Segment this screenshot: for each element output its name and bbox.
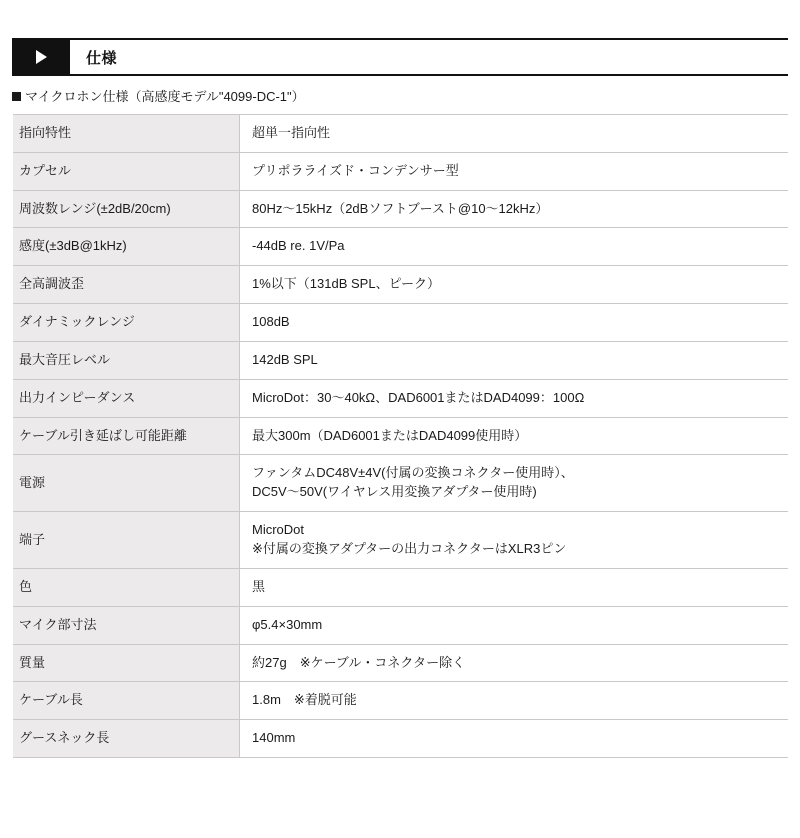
- spec-label: 指向特性: [13, 114, 240, 152]
- table-row: [13, 455, 789, 512]
- spec-label: 感度(±3dB@1kHz): [13, 228, 240, 266]
- table-row: [13, 720, 789, 758]
- spec-value-line: MicroDot: [252, 522, 305, 538]
- table-row: [13, 341, 789, 379]
- table-row: [13, 304, 789, 342]
- table-row: [13, 379, 789, 417]
- spec-value: [240, 417, 789, 455]
- black-square-bullet-icon: [12, 92, 21, 101]
- spec-value-line: ※付属の変換アダプターの出力コネクターはXLR3ピン: [252, 541, 567, 557]
- spec-label: ケーブル引き延ばし可能距離: [13, 417, 240, 455]
- spec-label: 色: [13, 568, 240, 606]
- spec-value: [240, 266, 789, 304]
- spec-value: [240, 152, 789, 190]
- table-row: [13, 682, 789, 720]
- section-header: [12, 38, 788, 76]
- table-row: [13, 606, 789, 644]
- spec-value: [240, 568, 789, 606]
- spec-value-line: ファンタムDC48V±4V(付属の変換コネクター使用時）、: [252, 465, 574, 481]
- page-title: 仕様: [86, 49, 118, 67]
- table-row: [13, 266, 789, 304]
- table-row: [13, 228, 789, 266]
- spec-value: [240, 512, 789, 569]
- spec-label: 出力インピーダンス: [13, 379, 240, 417]
- spec-label: 周波数レンジ(±2dB/20cm): [13, 190, 240, 228]
- specifications-table: [12, 114, 788, 758]
- spec-value-line: 黒: [252, 578, 266, 594]
- table-caption: [12, 89, 788, 106]
- spec-value-line: 約27g ※ケーブル・コネクター除く: [252, 654, 466, 670]
- table-row: [13, 152, 789, 190]
- spec-value-line: 142dB SPL: [252, 351, 318, 367]
- play-triangle-icon: [12, 40, 70, 74]
- spec-value: [240, 644, 789, 682]
- spec-value-line: プリポラライズド・コンデンサー型: [252, 162, 459, 178]
- spec-sheet-page: [0, 38, 800, 838]
- spec-value-line: 1.8m ※着脱可能: [252, 692, 357, 708]
- spec-value: [240, 455, 789, 512]
- table-row: [13, 417, 789, 455]
- spec-value-line: DC5V〜50V(ワイヤレス用変換アダプター使用時): [252, 484, 537, 500]
- spec-label: マイク部寸法: [13, 606, 240, 644]
- spec-value-line: 最大300m（DAD6001またはDAD4099使用時）: [252, 427, 528, 443]
- spec-value: [240, 606, 789, 644]
- spec-label: カプセル: [13, 152, 240, 190]
- table-row: [13, 568, 789, 606]
- spec-value-line: 140mm: [252, 730, 296, 746]
- spec-value-line: -44dB re. 1V/Pa: [252, 238, 345, 254]
- table-row: [13, 512, 789, 569]
- spec-value-line: MicroDot：30〜40kΩ、DAD6001またはDAD4099：100Ω: [252, 389, 585, 405]
- spec-label: 質量: [13, 644, 240, 682]
- spec-value: [240, 228, 789, 266]
- spec-value: [240, 114, 789, 152]
- spec-label: 端子: [13, 512, 240, 569]
- spec-value: [240, 304, 789, 342]
- spec-value: [240, 190, 789, 228]
- specifications-table-body: [13, 114, 789, 757]
- spec-value-line: 80Hz〜15kHz（2dBソフトブースト@10〜12kHz）: [252, 200, 549, 216]
- spec-label: 電源: [13, 455, 240, 512]
- spec-value-line: 108dB: [252, 314, 290, 330]
- spec-value-line: 超単一指向性: [252, 124, 331, 140]
- spec-value-line: 1%以下（131dB SPL、ピーク）: [252, 276, 441, 292]
- table-row: [13, 190, 789, 228]
- spec-value-line: φ5.4×30mm: [252, 616, 323, 632]
- spec-label: ダイナミックレンジ: [13, 304, 240, 342]
- spec-value: [240, 682, 789, 720]
- spec-value: [240, 341, 789, 379]
- table-row: [13, 644, 789, 682]
- table-row: [13, 114, 789, 152]
- table-caption-text: マイクロホン仕様（高感度モデル"4099-DC-1"）: [25, 89, 305, 104]
- spec-value: [240, 720, 789, 758]
- spec-label: 全高調波歪: [13, 266, 240, 304]
- spec-label: ケーブル長: [13, 682, 240, 720]
- spec-value: [240, 379, 789, 417]
- spec-label: グースネック長: [13, 720, 240, 758]
- spec-label: 最大音圧レベル: [13, 341, 240, 379]
